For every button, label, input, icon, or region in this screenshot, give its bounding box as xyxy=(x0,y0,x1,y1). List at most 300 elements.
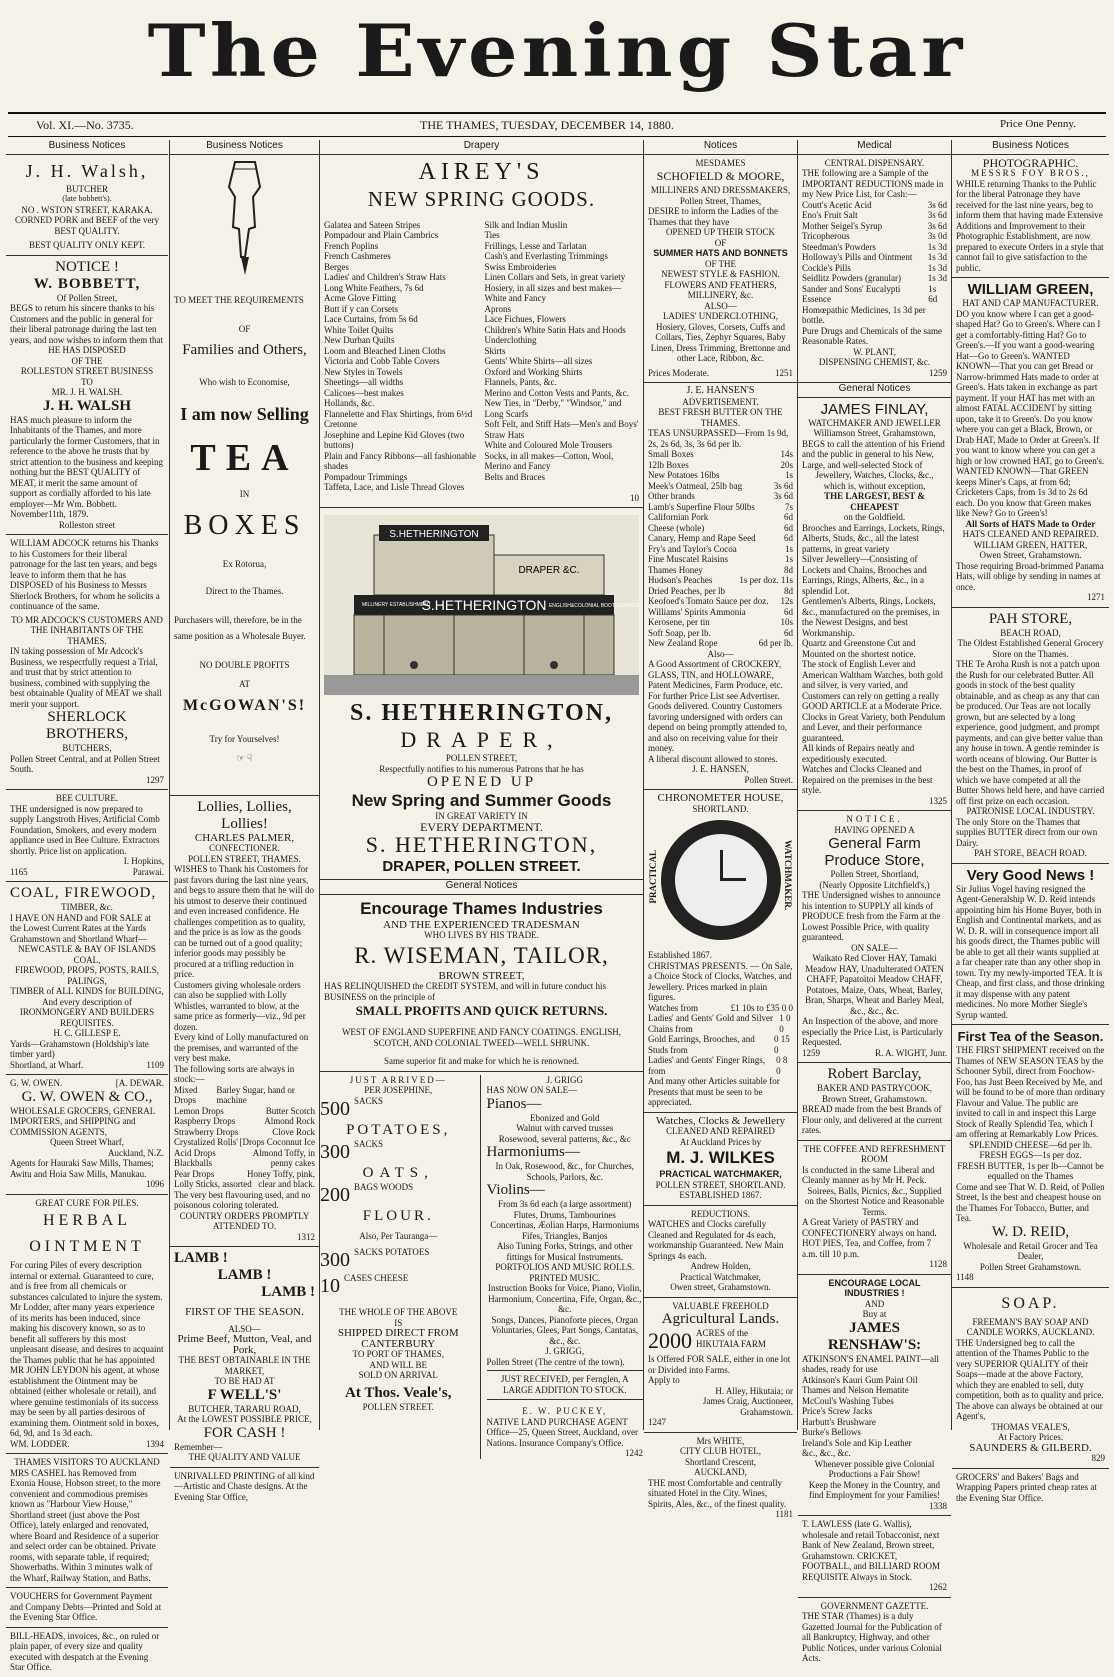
hansen-street: Pollen Street. xyxy=(744,774,793,785)
coffee-soirees: Soirees, Balls, Picnics, &c., Supplied on the Shortest Notice and Reasonable Terms. xyxy=(804,1185,945,1217)
hansen-item-value: 12s xyxy=(780,596,793,606)
notice-title: NOTICE ! xyxy=(55,258,119,275)
airey-item: Victoria and Cobb Table Covers xyxy=(324,356,440,366)
bobbett-street: Of Pollen Street, xyxy=(56,292,118,303)
airey-item: White Toilet Quilts xyxy=(324,324,394,335)
airey-item: Hosiery, in all sizes and best makes—White and Fancy xyxy=(484,282,622,303)
tea-line-3: Families and Others, xyxy=(182,342,307,358)
lolly-item xyxy=(174,1158,315,1169)
ad-number: 1109 xyxy=(146,1059,164,1070)
store-engraving xyxy=(324,515,639,695)
wiseman-line-5: BROWN STREET, xyxy=(438,969,525,982)
airey-subtitle: NEW SPRING GOODS. xyxy=(367,186,596,211)
hansen-item xyxy=(648,617,793,628)
reid-address: Pollen Street Grahamstown. xyxy=(979,1261,1082,1272)
newspaper-title: The Evening Star xyxy=(147,9,967,94)
renshaw-item: Atkinson's Kauri Gum Paint Oil xyxy=(802,1374,918,1385)
coal-line-3: TIMBER of ALL KINDS for BUILDING, xyxy=(10,986,164,996)
lollies-list xyxy=(174,1085,315,1190)
violin-4: Fifes, Triangles, Banjos xyxy=(521,1230,608,1241)
lolly-item xyxy=(174,1085,315,1106)
lamb-line-12: FOR CASH ! xyxy=(203,1424,286,1441)
grigg-at-veale: At Thos. Veale's, xyxy=(345,1384,452,1401)
column-header: Business Notices xyxy=(170,140,319,155)
walsh-footer: BEST QUALITY ONLY KEPT. xyxy=(28,240,146,250)
dispensary-item xyxy=(802,210,947,221)
palmer-trade: CONFECTIONER. xyxy=(209,843,280,853)
gazette-body: THE STAR (Thames) is a duly Gazetted Journal for the Publication of all Bankruptcy, Highway, and other Public Notices, under various Colonial Acts. xyxy=(802,1611,942,1663)
airey-item: Underclothing xyxy=(484,335,537,345)
schofield-ad xyxy=(644,155,797,384)
produce-address: Pollen Street, Shortland, xyxy=(830,869,919,879)
dispensary-item xyxy=(802,252,947,263)
first-tea-ad xyxy=(952,1025,1109,1288)
white-address: Shortland Crescent, xyxy=(685,1456,756,1467)
lamb-line-11: At the LOWEST POSSIBLE PRICE, xyxy=(177,1414,312,1424)
hansen-item xyxy=(648,575,793,586)
dispensary-item-label: Sander and Sons' Eucalypti Essence xyxy=(802,283,901,304)
hansen-item-value: 3s 6d xyxy=(773,491,793,501)
wilkes-heading: Watches, Clocks & Jewellery xyxy=(655,1114,786,1127)
dispensary-homeo: Homœpathic Medicines, 1s 3d per bottle. xyxy=(802,304,926,325)
hansen-item xyxy=(648,565,793,576)
hansen-item-label: Lamb's Superfine Flour 50lbs xyxy=(648,501,755,512)
wiseman-line-4: R. WISEMAN, TAILOR, xyxy=(354,942,609,968)
wiseman-line-3: WHO LIVES BY HIS TRADE. xyxy=(424,930,539,940)
hansen-item-label: Fry's and Taylor's Cocoa xyxy=(648,543,737,554)
airey-item: Frillings, Lesse and Tarlatan xyxy=(484,240,587,251)
coffee-heading: THE COFFEE AND REFRESHMENT ROOM xyxy=(803,1143,946,1164)
column-header: General Notices xyxy=(798,383,951,398)
lollies-heading: Lollies, Lollies, Lollies! xyxy=(197,798,292,832)
hansen-item-label: Thames Honey xyxy=(648,564,703,575)
visitors-heading: THAMES VISITORS TO AUCKLAND xyxy=(14,1457,160,1467)
airey-item: New Durban Quilts xyxy=(324,335,395,345)
finlay-ad xyxy=(798,398,951,812)
adcock-body-2: IN taking possession of Mr Adcock's Business, we respectfully request a Trial, and trust that by strict attention to business, combined with supplying the best obtainable Quality of MEAT we shall merit your support. xyxy=(10,646,162,709)
grigg-produce-line-2: PER JOSEPHINE, xyxy=(364,1085,433,1095)
schofield-name: SCHOFIELD & MOORE, xyxy=(656,169,785,183)
airey-item: White and Coloured Mole Trousers xyxy=(484,440,612,450)
tea-line-15: Try for Yourselves! xyxy=(209,734,280,744)
airey-item: French Cashmeres xyxy=(324,251,391,261)
violins: Violins— xyxy=(486,1182,545,1198)
lawless-body: T. LAWLESS (late G. Wallis), wholesale and retail Tobacconist, next Bank of New Zealand, Brown street, Grahamstown. CRICKET, FOOTBALL, and BILLIARD ROOM REQUISITE Always in Stock. xyxy=(802,1519,940,1582)
dispensary-title: DISPENSING CHEMIST, &c. xyxy=(818,357,931,367)
airey-item: Swiss Embroideries xyxy=(484,261,557,272)
tea-come: Come and see That W. D. Reid, of Pollen Street, Is the best and cheapest house on the Thames For Tobacco, Butter, and Tea. xyxy=(956,1181,1105,1223)
hansen-item-value: 6d xyxy=(784,533,793,543)
dispensary-heading: CENTRAL DISPENSARY. xyxy=(824,157,925,168)
adcock-body: WILLIAM ADCOCK returns his Thanks to his Customers for their liberal patronage for the last ten years, and begs leave to inform them that he has DISPOSED of his Business to Messrs Sherlock Brothers, for whom he solicits a continuance of the same. xyxy=(10,538,160,611)
coal-ad xyxy=(6,882,168,1075)
wiseman-line-1: Encourage Thames Industries xyxy=(360,898,603,918)
green-signature: WILLIAM GREEN, HATTER, xyxy=(973,539,1088,550)
chron-location: SHORTLAND. xyxy=(692,803,749,814)
tea-eggs: FRESH EGGS—1s per doz. xyxy=(979,1150,1082,1160)
reductions-trade: Practical Watchmaker, xyxy=(680,1271,761,1282)
hansen-item xyxy=(648,638,793,649)
lands-acres-number: 2000 xyxy=(648,1328,692,1353)
piles-title: HERBAL OINTMENT xyxy=(29,1212,145,1255)
airey-item: Flannelette and Flax Shirtings, from 6½d xyxy=(324,408,473,419)
bee-heading: BEE CULTURE. xyxy=(55,793,119,803)
hansen-item-value: 20s xyxy=(780,459,793,470)
barclay-body: BREAD made from the best Brands of Flour only, and delivered at the current rates. xyxy=(802,1104,943,1135)
airey-title: AIREY'S xyxy=(418,158,545,185)
dispensary-item-value: 3s 6d xyxy=(927,199,947,210)
unit-bags: BAGS WOODS xyxy=(354,1181,414,1192)
piano-2: Walnut with carved trusses xyxy=(516,1123,614,1133)
renshaw-item: Price's Screw Jacks xyxy=(802,1406,873,1416)
hansen-item xyxy=(648,428,793,449)
schofield-trade: MILLINERS AND DRESSMAKERS, xyxy=(650,185,791,195)
bobbett-name: W. BOBBETT, xyxy=(33,275,141,292)
airey-item: Ties xyxy=(484,230,500,240)
hansen-item xyxy=(648,554,793,565)
lolly-item-label: Lemon Drops xyxy=(174,1105,224,1116)
barclay-address: Brown Street, Grahamstown. xyxy=(822,1093,927,1104)
green-name: WILLIAM GREEN, xyxy=(967,281,1094,298)
airey-item: Gents' White Shirts—all sizes xyxy=(484,356,593,366)
finlay-silver: Silver Jewellery—Consisting of Lockets and Chains, Brooches and Earrings, Rings, Alberts, &c., in a splendid Lot. xyxy=(802,554,927,596)
chron-right-label: WATCHMAKER. xyxy=(783,840,793,911)
airey-item: Children's White Satin Hats and Hoods xyxy=(484,324,626,335)
lamb-line-4: FIRST OF THE SEASON. xyxy=(185,1306,304,1318)
lolly-item-label: Raspberry Drops xyxy=(174,1116,236,1126)
to-name: MR. J. H. WALSH. xyxy=(51,387,123,397)
soap-name: FREEMAN'S BAY SOAP AND CANDLE WORKS, AUCKLAND. xyxy=(966,1316,1095,1337)
clock-icon xyxy=(661,820,781,940)
columns xyxy=(6,140,1108,1672)
hansen-item-value: 6d xyxy=(784,522,793,533)
soap-agent: THOMAS VEALE'S, xyxy=(991,1421,1070,1432)
hansen-item-value: 10s xyxy=(780,617,793,627)
potatoes: POTATOES, xyxy=(346,1121,451,1138)
chron-christmas: CHRISTMAS PRESENTS. — On Sale, a Choice Stock of Clocks, Watches, and Jewellery. Prices marked in plain figures. xyxy=(648,960,793,1002)
finlay-watches: Watches and Clocks Cleaned and Repaired on the premises in the best style. xyxy=(802,764,933,795)
lolly-item-value: Clove Rock xyxy=(272,1126,315,1137)
photo-name: MESSRS FOY BROS., xyxy=(971,168,1090,178)
coffee-ad xyxy=(798,1141,951,1275)
chron-item-value: £1 10s to £35 0 0 xyxy=(730,1002,793,1013)
lolly-item-value: Almond Rock xyxy=(264,1116,315,1126)
airey-item: Calicoes—best makes xyxy=(324,387,404,398)
hansen-item xyxy=(648,512,793,523)
lolly-item-value: [Drops Coconnut Ice xyxy=(239,1137,315,1147)
grigg-canterbury: CANTERBURY xyxy=(361,1337,436,1350)
wilkes-established: ESTABLISHED 1867. xyxy=(679,1190,762,1200)
hansen-item xyxy=(648,449,793,460)
pah-patron: PATRONISE LOCAL INDUSTRY. xyxy=(966,806,1095,816)
chron-item-label: Watches from xyxy=(648,1002,699,1013)
soap-heading: SOAP. xyxy=(1001,1294,1060,1312)
songs: Songs, Dances, Pianoforte pieces, Organ Voluntaries, Glees, Part Songs, Cantatas, &c., &c. xyxy=(491,1314,639,1346)
qty-500: 500 xyxy=(320,1097,350,1120)
dispensary-item-label: Mother Seigel's Syrup xyxy=(802,220,883,231)
lands-acres: ACRES of the HIKUTAIA FARM xyxy=(696,1328,766,1349)
violin-5: Also Tuning Forks, Strings, and other fittings for Musical Instruments. xyxy=(496,1241,633,1262)
grigg-produce-ad xyxy=(320,1075,481,1459)
tea-heading: First Tea of the Season. xyxy=(957,1029,1104,1044)
bee-signature: I. Hopkins, xyxy=(123,856,164,866)
grigg-pollen: POLLEN STREET. xyxy=(362,1401,434,1412)
chron-item-value: 0 15 0 xyxy=(773,1034,790,1055)
airey-item: Pompadour and Plain Cambrics xyxy=(324,230,439,240)
lamb-ad xyxy=(170,1247,319,1468)
tea-line-10: Direct to the Thames. xyxy=(205,585,284,596)
wilkes-sub: CLEANED AND REPAIRED xyxy=(666,1126,775,1136)
grigg-port: TO PORT OF THAMES, xyxy=(352,1349,444,1359)
dateline-rule xyxy=(8,136,1106,137)
lamb-line-8: TO BE HAD AT xyxy=(214,1376,275,1386)
airey-item: Lace Fichues, Flowers xyxy=(484,314,566,324)
chron-item-value: 0 8 0 xyxy=(776,1055,788,1076)
finlay-quartz: Quartz and Greenstone Cut and Mounted on the shortest notice. xyxy=(802,638,916,659)
ad-number: 1181 xyxy=(775,1509,793,1519)
owen-city: Auckland, N.Z. xyxy=(108,1147,164,1158)
hansen-item-label: Cheese (whole) xyxy=(648,522,705,533)
heth-name: S. HETHERINGTON, xyxy=(350,700,613,726)
renshaw-buy: Buy at xyxy=(862,1309,887,1319)
airey-item: French Poplins xyxy=(324,240,379,251)
green-body: DO you know where I can get a good-shaped Hat? Go to Green's. Where can I get a comfortably-fitting Hat? Go to Green's.—If you want a good-wearing Hat—Go to Green's. WANTED KNOWN—That you can get Bread or Narrow-brimmed Hats made to order at Green's. Hats taken in exchange as part payment. If your HAT has met with an almost FATAL ACCIDENT by sitting upon, take it to Green's. Do you know where you can get a Black, Brown, or Drab HAT, Made to Order at Green's. If you want to know where you can get a high or low crowned HAT, go to Green's. WANTED KNOWN—That GREEN keeps Miner's Caps, at from 6d; Cricketers Caps, from 1s 3d to 2s 6d each. Do you know that Green makes like New? Go to Green's! xyxy=(956,308,1105,518)
hansen-item xyxy=(648,481,793,492)
owen-body: WHOLESALE GROCERS, GENERAL IMPORTERS, and SHIPPING and COMMISSION AGENTS, xyxy=(10,1105,155,1137)
tea-body: THE FIRST SHIPMENT received on the Thames of NEW SEASON TEAS by the Schooner Sybil, direct from Foochow-Foo, has Just Been Received by Me, and will be found to be of more than ordinary Flavour and Value. The public are invited to call in and inspect this Large Stock of Really Splendid Tea, which I am offering at Remarkably Low Prices. xyxy=(956,1045,1105,1139)
hansen-item-label: New Potatoes 16lbs xyxy=(648,470,720,480)
schofield-opened: OPENED UP THEIR STOCK xyxy=(665,227,776,237)
walsh-notice-body: HAS much pleasure to inform the Inhabitants of the Thames, and more particularly the former Customers, that in reference to the above he trusts that by strict attention to the business and keeping nothing but the BEST QUALITY of MEAT, it merit the same amount of support as cordially afforded to his late employer—Mr Wm. Bobbett. xyxy=(10,414,163,509)
dispensary-item-value: 3s 6d xyxy=(927,220,947,231)
lolly-item xyxy=(174,1169,315,1180)
piles-ad xyxy=(6,1195,168,1455)
pah-signature: PAH STORE, BEACH ROAD. xyxy=(974,848,1087,858)
green-sorts: All Sorts of HATS Made to Order xyxy=(965,518,1096,529)
hansen-item xyxy=(648,491,793,502)
heth-address: POLLEN STREET, xyxy=(445,753,518,763)
dispensary-item xyxy=(802,263,947,274)
hansen-discount: A liberal discount allowed to stores. xyxy=(648,753,778,764)
dispensary-body: THE following are a Sample of the IMPORTANT REDUCTIONS made in my New Price List, for Cash:— xyxy=(802,168,944,199)
airey-ad xyxy=(320,155,643,509)
volume-number: Vol. XI.—No. 3735. xyxy=(36,118,134,132)
finlay-largest: THE LARGEST, BEST & CHEAPEST xyxy=(824,491,925,512)
finlay-gold: on the Goldfield. xyxy=(843,512,906,522)
qty-10: 10 xyxy=(320,1275,340,1297)
lamb-line-1: LAMB ! xyxy=(174,1250,228,1266)
dispensary-item-label: Coutt's Acetic Acid xyxy=(802,199,872,210)
finlay-address: Williamson Street, Grahamstown, xyxy=(813,428,936,438)
owen-right: [A. DEWAR. xyxy=(115,1078,164,1088)
walsh-ad xyxy=(6,155,168,256)
ad-number: 1271 xyxy=(1087,592,1105,602)
bee-body: THE undersigned is now prepared to supply Langstroth Hives, Artificial Comb Foundation, Smokers, and every modern appliance used in Bee Culture. Extractors shortly. Price list on application. xyxy=(10,803,160,856)
wiseman-line-2: AND THE EXPERIENCED TRADESMAN xyxy=(383,918,580,931)
store-sign-5: MILLINERY ESTABLISHMENT xyxy=(362,602,431,608)
qty-300b: 300 xyxy=(320,1249,350,1271)
finlay-trade: WATCHMAKER AND JEWELLER xyxy=(808,417,941,428)
palmer-body: WISHES to Thank his Customers for past favors during the last nine years, and begs to assure them that he will do his utmost to deserve their continued and even increased confidence. He challenges competition as to quality, and the price is as low as the goods can be turned out of a good quality; inferior goods may possibly be procured at a trifling reduction in price. xyxy=(174,864,314,979)
renshaw-heading: ENCOURAGE LOCAL INDUSTRIES ! xyxy=(828,1277,921,1298)
renshaw-item: Harbutt's Brushware xyxy=(802,1416,876,1427)
store-sign-2: DRAPER &C. xyxy=(518,565,580,576)
airey-item: Long White Feathers, 7s 6d xyxy=(324,282,424,293)
ad-number: 1394 xyxy=(146,1438,164,1449)
airey-item: Merino and Cotton Vests and Pants, &c. xyxy=(484,387,629,398)
wiseman-ad xyxy=(320,895,643,1072)
airey-item: Oxford and Working Shirts xyxy=(484,366,583,377)
white-mrs: Mrs WHITE, xyxy=(696,1435,745,1446)
column-3 xyxy=(319,140,643,1458)
dispensary-item-label: Cockle's Pills xyxy=(802,262,851,273)
lolly-item-value: Barley Sugar, hand or machine xyxy=(216,1084,295,1105)
notice-location: Rolleston street xyxy=(58,519,116,530)
airey-item: Skirts xyxy=(484,345,506,356)
unit-sacks: SACKS xyxy=(354,1095,384,1106)
dateline xyxy=(0,116,1114,136)
hansen-item-value: 6d xyxy=(784,606,793,617)
visitors-ad xyxy=(6,1454,168,1588)
heth-address-2: DRAPER, POLLEN STREET. xyxy=(382,858,581,875)
pah-heading: PAH STORE, xyxy=(988,610,1073,627)
masthead xyxy=(0,0,1114,112)
airey-item: Hollands, &c. xyxy=(324,398,375,408)
reid-name: W. D. REID, xyxy=(991,1223,1070,1240)
heth-opened: OPENED UP xyxy=(426,774,537,790)
reductions-signature: Andrew Holden, xyxy=(690,1261,751,1271)
dispensary-item-value: 3s 6d xyxy=(927,210,947,220)
hansen-item-value: 6d per lb. xyxy=(758,638,793,648)
dispensary-item-label: Tricopherous xyxy=(802,231,850,241)
owen-address: Queen Street Wharf, xyxy=(49,1137,125,1147)
walsh-address: NO . WSTON STREET, KARAKA. xyxy=(21,204,153,215)
finlay-clocks: Clocks in Great Variety, both Pendulum and Lever, and their performance guaranteed. xyxy=(802,711,946,743)
green-address: Owen Street, Grahamstown. xyxy=(979,550,1082,560)
grocers-ad xyxy=(952,1469,1109,1508)
ad-number: 1247 xyxy=(648,1417,666,1427)
barclay-name: Robert Barclay, xyxy=(827,1066,922,1082)
hansen-item-label: Fine Muscatel Raisins xyxy=(648,554,728,564)
tea-line-12: NO DOUBLE PROFITS xyxy=(199,660,290,670)
vouchers-body: VOUCHERS for Government Payment and Company Debts—Printed and Sold at the Evening Star Office. xyxy=(10,1591,162,1622)
violin-3: Concertinas, Æolian Harps, Harmoniums xyxy=(490,1220,640,1230)
green-repaired: HATS CLEANED AND REPAIRED. xyxy=(962,529,1099,539)
tea-line-7: IN xyxy=(239,488,250,499)
news-heading: Very Good News ! xyxy=(966,866,1095,884)
lollies-ad xyxy=(170,796,319,1248)
airey-item: Galatea and Sateen Stripes xyxy=(324,219,421,230)
wilkes-trade: PRACTICAL WATCHMAKER, xyxy=(659,1169,782,1179)
hand-icon: ☞ ☟ xyxy=(236,752,253,763)
grigg-will: AND WILL BE xyxy=(369,1359,427,1370)
tea-line-9: Ex Rotorua, xyxy=(222,559,267,569)
wiseman-line-7: SMALL PROFITS AND QUICK RETURNS. xyxy=(355,1003,608,1018)
dispensary-ad xyxy=(798,155,951,384)
column-2 xyxy=(169,140,319,1502)
store-sign-1: S.HETHERINGTON xyxy=(389,529,479,540)
walsh-former: (late bobbett's). xyxy=(62,194,112,203)
heth-trade: DRAPER, xyxy=(400,727,563,752)
airey-item: Taffeta, Lace, and Lisle Thread Gloves xyxy=(324,482,465,492)
reductions-heading: REDUCTIONS. xyxy=(690,1208,751,1219)
lolly-item-label: Pear Drops xyxy=(174,1168,215,1179)
palmer-name: CHARLES PALMER, xyxy=(194,831,295,844)
grigg-music-loc: Pollen Street (The centre of the town). xyxy=(486,1356,625,1367)
pah-address: BEACH ROAD, xyxy=(1000,627,1061,638)
tea-line-8: BOXES xyxy=(183,510,306,541)
grigg-sold: SOLD ON ARRIVAL xyxy=(358,1370,438,1380)
dispensary-item-value: 1s 3d xyxy=(927,241,947,252)
gazette-ad xyxy=(798,1598,951,1668)
chron-item-value: 1 0 0 xyxy=(779,1013,791,1034)
dispensary-item-label: Steedman's Powders xyxy=(802,241,876,252)
white-body: THE most Comfortable and centrally situated Hotel in the City. Wines, Spirits, Ales, &c., of the finest quality. xyxy=(648,1477,787,1509)
ad-number: 1148 xyxy=(956,1272,974,1282)
lands-agent-1: H. Alley, Hikutaia; or xyxy=(715,1385,793,1396)
green-panama: Those requiring Broad-brimmed Panama Hats, will oblige by sending in names at once. xyxy=(956,560,1104,592)
vouchers-ad xyxy=(6,1588,168,1628)
lolly-item-value: Butter Scotch xyxy=(265,1105,315,1116)
hansen-item-label: Kerosene, per tin xyxy=(648,617,710,627)
airey-item: Josephine and Lepine Kid Gloves (two buttons) xyxy=(324,429,465,450)
wilkes-name: M. J. WILKES xyxy=(666,1148,775,1167)
coal-yards: Yards—Grahamstown (Holdship's late timber yard) xyxy=(10,1038,149,1059)
lolly-item-value: penny cakes xyxy=(270,1158,315,1168)
ad-number: 1251 xyxy=(775,367,793,378)
pah-body: THE Te Aroha Rush is not a patch upon the Rush for our celebrated Butter. All goods in stock of the best quality obtainable, and as cheap as any that can be produced. Our Teas are not locally grown, but are selected by a long experience, good judgment, and prompt payments, and can give better value than any house in town. A gentle reminder is worth oceans of blowing. Our Butter is the best on the Thames, in proof of which we have competed at all the Butter Shows held here, and have carried off first prize on each occasion. xyxy=(956,659,1105,806)
soap-body: THE Undersigned beg to call the attention of the Thames Public to the very SUPERIOR QUALITY of their Soaps—made at the above Factory, which they are enabled to sell, duty competition, both as to quality and price. xyxy=(956,1337,1104,1400)
of-line: OF THE xyxy=(71,355,103,366)
lolly-item-value: clear and black. xyxy=(258,1179,315,1189)
puckey-name: E. W. PUCKEY, xyxy=(522,1406,608,1416)
piles-body: For curing Piles of every description internal or external. Guaranteed to cure, and is free from all chemicals or substances calculated to injure the system. Mr Lodder, after many years experience of its merits has been induced, since making his discovery known, so as to benefit all sufferers by this most unpleasant disease, and desires to acquaint the Thames public that he has appointed MR JOHN LEYDON his agent, at whose establishment the Ointment may be obtained (either wholesale or retail), and where genuine testimonials of its success may be seen by all parties desirous of examining them. Ointment sold in boxes, 6d, 9d, and 1s 3d each. xyxy=(10,1260,164,1438)
schofield-of: OF xyxy=(714,237,727,248)
chron-item xyxy=(648,1055,793,1076)
ad-number: 1259 xyxy=(802,1047,820,1058)
renshaw-name: JAMES RENSHAW'S: xyxy=(827,1319,922,1353)
airey-item: Butt if y can Corsets xyxy=(324,303,398,314)
sherlock-name: SHERLOCK BROTHERS, xyxy=(45,709,129,742)
column-1 xyxy=(6,140,168,1672)
airey-item: Acme Glove Fitting xyxy=(324,293,396,303)
airey-item: Soft Felt, and Stiff Hats—Men's and Boys' xyxy=(484,419,639,429)
hansen-item-value: 8d xyxy=(784,585,793,596)
tea-line-11: Purchasers will, therefore, be in the same position as a Wholesale Buyer. xyxy=(174,615,306,641)
renshaw-item: McCoul's Washing Tubes xyxy=(802,1395,894,1406)
produce-title: General Farm Produce Store, xyxy=(824,835,925,869)
printing-ad xyxy=(170,1468,319,1507)
finlay-brooches: Brooches and Earrings, Lockets, Rings, Alberts, Studs, &c., all the latest patterns, in great variety xyxy=(802,522,945,554)
piles-heading: GREAT CURE FOR PILES. xyxy=(35,1197,139,1208)
white-city: AUCKLAND, xyxy=(694,1467,747,1477)
dispensary-signature: W. PLANT, xyxy=(853,346,896,357)
white-hotel: CITY CLUB HOTEL, xyxy=(680,1446,761,1456)
lamb-line-14: THE QUALITY AND VALUE xyxy=(188,1452,301,1462)
wiseman-line-6: HAS RELINQUISHED the CREDIT SYSTEM, and will in future conduct his BUSINESS on the principle of xyxy=(324,981,607,1002)
grigg-music-sig: J. GRIGG, xyxy=(545,1346,585,1356)
coal-line-2: FIREWOOD, PROPS, POSTS, RAILS, PALINGS, xyxy=(15,965,159,986)
coal-heading: COAL, FIREWOOD, xyxy=(10,885,157,901)
lands-apply: Apply to xyxy=(648,1375,680,1385)
schofield-flowers: FLOWERS AND FEATHERS, MILLINERY, &c. xyxy=(664,279,777,300)
finlay-which: which is, without exception, xyxy=(823,480,926,491)
store-sign-3: S.HETHERINGTON xyxy=(421,597,547,613)
dispensary-item-value: 1s 6d xyxy=(928,283,938,304)
airey-item: New Styles in Towels xyxy=(324,366,403,377)
qty-300: 300 xyxy=(320,1140,350,1163)
hansen-item xyxy=(648,460,793,471)
